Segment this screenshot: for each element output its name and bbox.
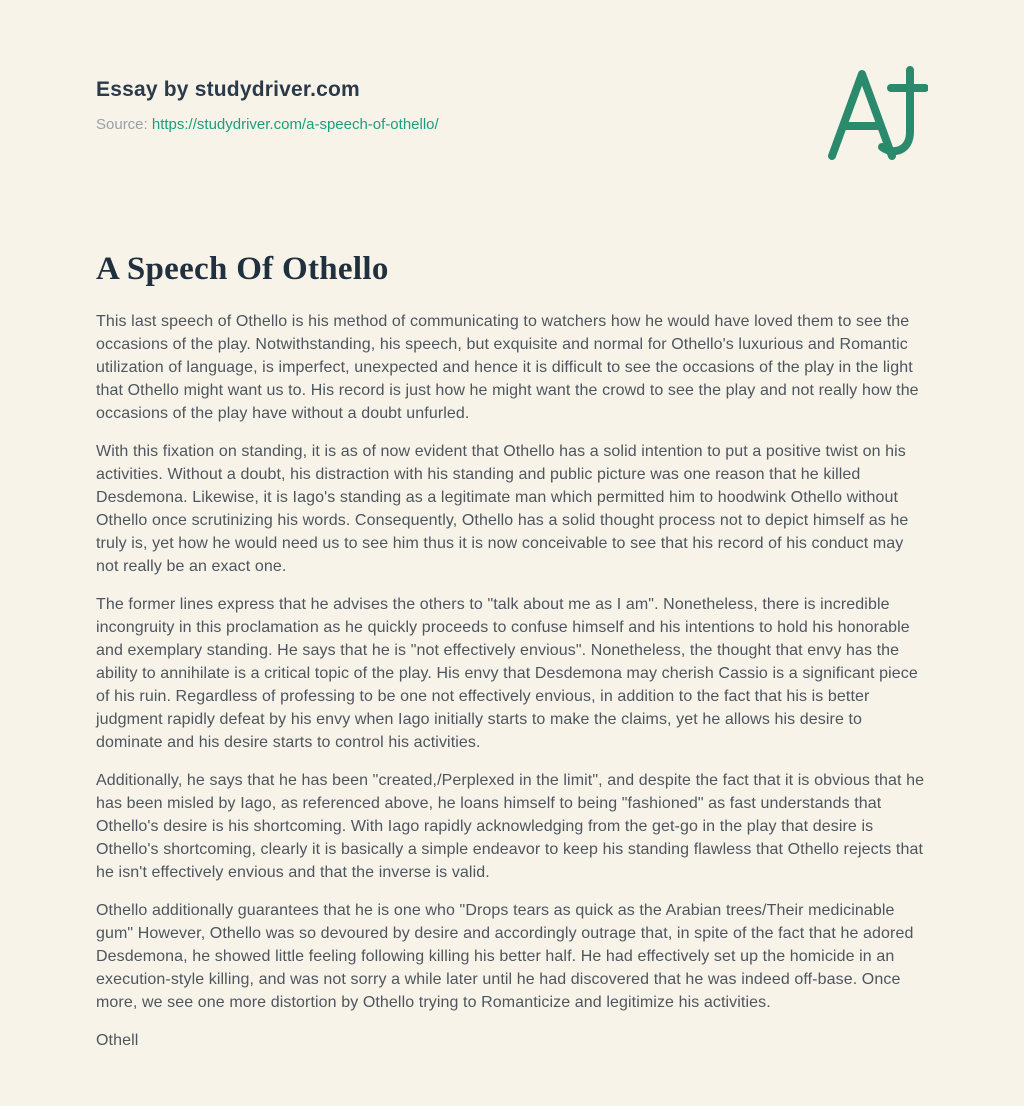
source-link[interactable]: https://studydriver.com/a-speech-of-othello/ xyxy=(151,116,439,133)
source-line xyxy=(96,116,928,133)
essay-paragraph: Othello additionally guarantees that he is one who "Drops tears as quick as the Arabian trees/Their medicinable gum" However, Othello was so devoured by desire and accordingly outrage that, in spite of the fact that he adored Desdemona, he showed little feeling following killing his better half. He had effectively set up the homicide in an execution-style killing, and was not sorry a while later until he had discovered that he was indeed off-base. Once more, we see one more distortion by Othello trying to Romanticize and legitimize his activities. xyxy=(96,902,914,1011)
header xyxy=(96,78,928,133)
essay-paragraph: The former lines express that he advises the others to "talk about me as I am". Nonetheless, there is incredible incongruity in this proclamation as he quickly proceeds to confuse himself and his intentions to hold his honorable and exemplary standing. He says that he is "not effectively envious". Nonetheless, the thought that envy has the ability to annihilate is a critical topic of the play. His envy that Desdemona may cherish Cassio is a significant piece of his ruin. Regardless of professing to be one not effectively envious, in addition to the fact that his is better judgment rapidly defeat by his envy when Iago initially starts to make the claims, yet he allows his desire to dominate and his desire starts to control his activities. xyxy=(96,596,918,751)
essay-paragraph: Additionally, he says that he has been "created,/Perplexed in the limit", and despite the fact that it is obvious that he has been misled by Iago, as referenced above, he loans himself to being "fashioned" as fast understands that Othello's desire is his shortcoming. With Iago rapidly acknowledging from the get-go in the play that desire is Othello's shortcoming, clearly it is basically a simple endeavor to keep his standing flawless that Othello rejects that he isn't effectively envious and that the inverse is valid. xyxy=(96,772,925,881)
studydriver-logo-icon xyxy=(824,66,928,162)
source-label: Source: xyxy=(96,116,148,133)
page-title: A Speech Of Othello xyxy=(96,251,389,287)
essay-by-title: Essay by studydriver.com xyxy=(96,78,360,101)
essay-paragraph: Othell xyxy=(96,1032,139,1049)
essay-paragraph: With this fixation on standing, it is as of now evident that Othello has a solid intention to put a positive twist on his activities. Without a doubt, his distraction with his standing and public picture was one reason that he killed Desdemona. Likewise, it is Iago's standing as a legitimate man which permitted him to hoodwink Othello without Othello once scrutinizing his words. Consequently, Othello has a solid thought process not to depict himself as he truly is, yet how he would need us to see him thus it is now conceivable to see that his record of his conduct may not really be an exact one. xyxy=(96,443,909,575)
essay-body xyxy=(96,310,928,1052)
essay-paragraph: This last speech of Othello is his method of communicating to watchers how he would have loved them to see the occasions of the play. Notwithstanding, his speech, but exquisite and normal for Othello's luxurious and Romantic utilization of language, is imperfect, unexpected and hence it is difficult to see the occasions of the play in the light that Othello might want us to. His record is just how he might want the crowd to see the play and not really how the occasions of the play have without a doubt unfurled. xyxy=(96,313,919,422)
